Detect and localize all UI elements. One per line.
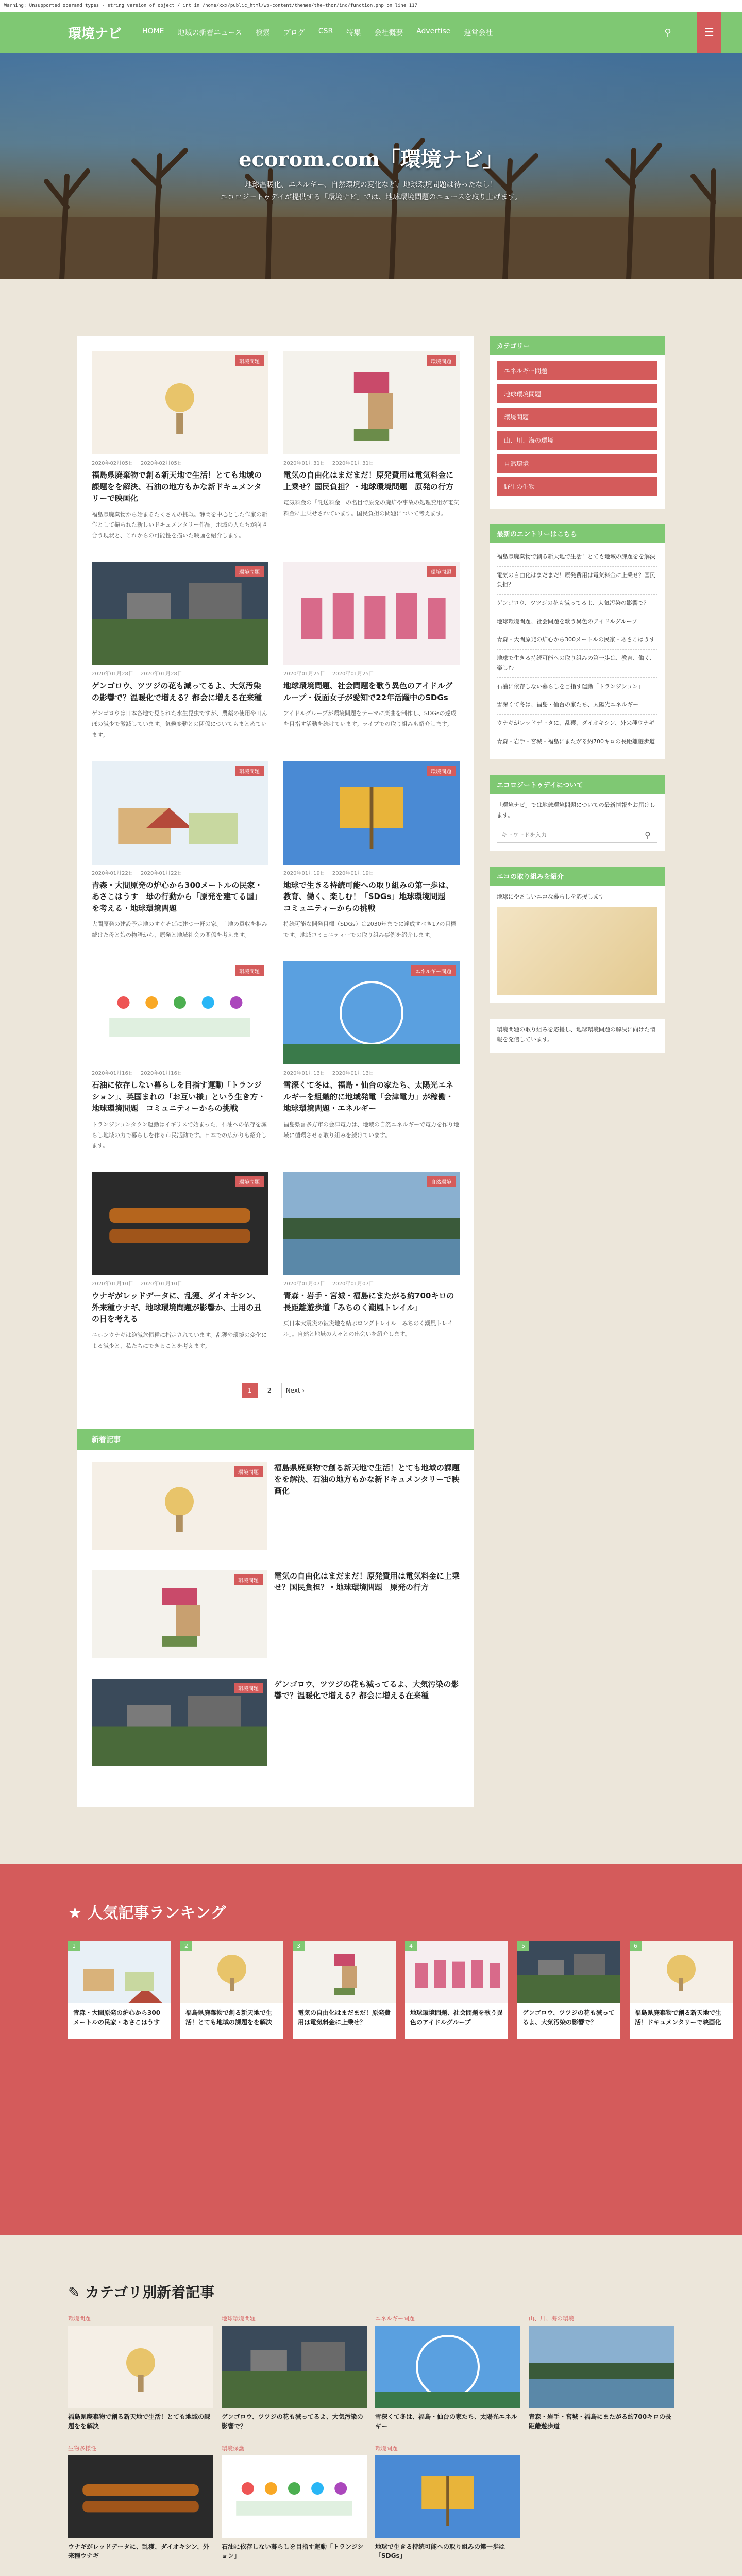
featured-title[interactable]: 電気の自由化はまだまだ！原発費用は電気料金に上乗せ？国民負担？・地球環境問題 原発の行方 — [274, 1571, 460, 1592]
post-updated: 2020年01月16日 — [140, 1071, 182, 1077]
hero-subtitle: 地球温暖化、エネルギー、自然環境の変化など、地球環境問題は待ったなし！ — [245, 181, 497, 189]
post-date: 2020年01月28日 — [92, 671, 133, 677]
category-new-thumbnail[interactable] — [375, 2326, 520, 2408]
new-entry-link[interactable]: 青森・岩手・宮城・福島にまたがる約700キロの長距離遊歩道 — [497, 733, 657, 752]
featured-item[interactable] — [92, 1462, 460, 1550]
category-new-title[interactable]: 地球で生きる持続可能への取り組みの第一歩は「SDGs」 — [375, 2543, 505, 2560]
post-card[interactable] — [92, 761, 268, 941]
post-meta — [283, 459, 460, 466]
post-thumbnail[interactable] — [92, 351, 268, 454]
post-thumbnail[interactable] — [283, 351, 460, 454]
category-label[interactable]: エネルギー問題 — [375, 2315, 415, 2322]
featured-list — [92, 1462, 460, 1766]
category-new-card[interactable] — [222, 2314, 367, 2436]
category-badge[interactable]: 環境問題 — [235, 1176, 264, 1187]
content-area — [77, 336, 665, 1807]
hamburger-menu-icon[interactable]: ☰ — [697, 12, 721, 53]
category-new-heading: ✎ カテゴリ別新着記事 — [68, 2283, 215, 2301]
ranking-title[interactable]: 青森・大間原発の炉心から300メートルの民家・あさこはうす — [73, 2009, 161, 2026]
post-grid — [92, 351, 460, 1352]
post-date: 2020年01月07日 — [283, 1281, 325, 1287]
category-new-title: カテゴリ別新着記事 — [85, 2283, 215, 2301]
category-link[interactable]: 地球環境問題 — [497, 384, 657, 403]
nav-item[interactable]: Advertise — [416, 27, 451, 36]
featured-thumbnail[interactable] — [92, 1462, 267, 1550]
category-link[interactable]: 野生の生物 — [497, 477, 657, 496]
sidebar-search — [497, 827, 657, 843]
post-meta — [283, 1279, 460, 1287]
widget-heading: カテゴリー — [490, 336, 665, 355]
rank-badge: 2 — [180, 1941, 192, 1951]
category-badge[interactable]: 環境問題 — [235, 965, 264, 976]
rank-badge: 4 — [405, 1941, 417, 1951]
post-excerpt: 福島県廃棄物から始まるたくさんの挑戦。静岡を中心とした作家の新作として撮られた新しいドキュメンタリー作品。地域の人たちが向き合う現状と、これからの可能性を描いた映画を紹介します。 — [92, 511, 267, 539]
category-new-thumbnail[interactable] — [222, 2326, 367, 2408]
post-excerpt: ニホンウナギは絶滅危惧種に指定されています。乱獲や環境の変化による減少と、私たちにできることを考えます。 — [92, 1331, 267, 1349]
ranking-title[interactable]: 地球環境問題、社会問題を歌う異色のアイドルグループ — [410, 2009, 503, 2026]
new-entry-link[interactable]: 電気の自由化はまだまだ！原発費用は電気料金に上乗せ？国民負担？ — [497, 567, 657, 595]
ranking-card[interactable] — [630, 1941, 733, 2039]
post-date: 2020年02月05日 — [92, 461, 133, 466]
category-widget — [490, 336, 665, 509]
widget-heading: エコの取り組みを紹介 — [490, 867, 665, 886]
category-label[interactable]: 生物多様性 — [68, 2445, 96, 2452]
post-updated: 2020年02月05日 — [140, 461, 182, 466]
category-new-thumbnail[interactable] — [529, 2326, 674, 2408]
post-updated: 2020年01月13日 — [332, 1071, 374, 1077]
category-new-title[interactable]: ウナギがレッドデータに、乱獲、ダイオキシン、外来種ウナギ — [68, 2543, 209, 2560]
category-new-thumbnail[interactable] — [68, 2326, 213, 2408]
category-new-thumbnail[interactable] — [68, 2455, 213, 2538]
note-widget — [490, 1019, 665, 1054]
category-badge[interactable]: 環境問題 — [427, 566, 456, 577]
ranking-section — [0, 1864, 742, 2235]
category-badge[interactable]: 自然環境 — [427, 1176, 456, 1187]
nav-item[interactable]: CSR — [318, 27, 333, 36]
rank-badge: 1 — [68, 1941, 80, 1951]
category-badge[interactable]: 環境問題 — [427, 355, 456, 366]
post-title[interactable]: ウナギがレッドデータに、乱獲、ダイオキシン、外来種ウナギ、地球環境問題が影響か、土用の丑の日を考える — [92, 1291, 262, 1324]
post-updated: 2020年01月22日 — [140, 870, 182, 876]
php-warning: Warning: Unsupported operand types - string version of object / int in /home/xxx/public_html/wp-content/themes/the-thor/inc/function.php on line 117 — [0, 0, 742, 12]
new-entry-link[interactable]: 福島県廃棄物で創る新天地で生活！とても地域の課題をを解決 — [497, 548, 657, 567]
widget-heading: エコロジートゥデイについて — [490, 775, 665, 794]
nav-item[interactable]: 会社概要 — [374, 29, 403, 37]
ranking-thumbnail[interactable] — [517, 1941, 620, 2003]
nav-item[interactable]: HOME — [142, 27, 164, 36]
rank-badge: 6 — [630, 1941, 642, 1951]
post-date: 2020年01月19日 — [283, 870, 325, 876]
post-title[interactable]: 電気の自由化はまだまだ！原発費用は電気料金に上乗せ？国民負担？・地球環境問題 原発の行方 — [283, 470, 454, 492]
hero-banner — [0, 53, 742, 279]
rank-badge: 3 — [293, 1941, 305, 1951]
category-new-card[interactable] — [375, 2444, 520, 2566]
post-thumbnail[interactable] — [92, 562, 268, 665]
ranking-card[interactable] — [517, 1941, 620, 2039]
new-entries-list — [490, 543, 665, 751]
category-link[interactable]: エネルギー問題 — [497, 361, 657, 380]
post-thumbnail[interactable] — [283, 562, 460, 665]
post-meta — [92, 869, 268, 876]
category-new-section — [68, 2281, 674, 2566]
post-card[interactable] — [92, 961, 268, 1151]
post-updated: 2020年01月31日 — [332, 461, 374, 466]
ad-text: 地球にやさしいエコな暮らしを応援します — [497, 893, 604, 900]
new-entry-link[interactable]: ウナギがレッドデータに、乱獲、ダイオキシン、外来種ウナギ — [497, 715, 657, 733]
new-entry-link[interactable]: 青森・大間原発の炉心から300メートルの民家・あさこはうす — [497, 631, 657, 650]
category-label[interactable]: 地球環境問題 — [222, 2315, 256, 2322]
about-widget — [490, 775, 665, 851]
category-label[interactable]: 山、川、海の環境 — [529, 2315, 574, 2322]
post-thumbnail[interactable] — [92, 1172, 268, 1275]
post-excerpt: 電気料金の「託送料金」の名目で原発の廃炉や事故の処理費用が電気料金に上乗せされています。国民負担の問題について考えます。 — [283, 499, 459, 517]
ad-widget — [490, 867, 665, 1003]
post-card[interactable] — [92, 351, 268, 541]
ad-image[interactable] — [497, 907, 657, 995]
new-entry-link[interactable]: 石油に依存しない暮らしを目指す運動「トランジション」 — [497, 678, 657, 697]
ranking-thumbnail[interactable] — [630, 1941, 733, 2003]
category-badge[interactable]: 環境問題 — [235, 566, 264, 577]
featured-heading: 新着記事 — [77, 1429, 474, 1450]
post-card[interactable] — [283, 562, 460, 741]
post-date: 2020年01月16日 — [92, 1071, 133, 1077]
post-updated: 2020年01月10日 — [140, 1281, 182, 1287]
post-meta — [283, 669, 460, 677]
featured-title[interactable]: 福島県廃棄物で創る新天地で生活！とても地域の課題をを解決、石油の地方もかな新ドキュメンタリーで映画化 — [274, 1463, 460, 1496]
ranking-card[interactable] — [68, 1941, 171, 2039]
ranking-card[interactable] — [180, 1941, 283, 2039]
post-updated: 2020年01月25日 — [332, 671, 374, 677]
post-card[interactable] — [283, 1172, 460, 1351]
new-entry-link[interactable]: ゲンゴロウ、ツツジの花も減ってるよ、大気汚染の影響で？ — [497, 595, 657, 613]
post-updated: 2020年01月28日 — [140, 671, 182, 677]
post-meta — [92, 459, 268, 466]
category-new-thumbnail[interactable] — [375, 2455, 520, 2538]
category-badge[interactable]: 環境問題 — [234, 1683, 263, 1693]
category-label[interactable]: 環境保護 — [222, 2445, 244, 2452]
nav-item[interactable]: 地域の新着ニュース — [177, 29, 242, 37]
nav-item[interactable]: ブログ — [283, 29, 305, 37]
category-badge[interactable]: 環境問題 — [234, 1466, 263, 1477]
category-new-title[interactable]: 石油に依存しない暮らしを目指す運動「トランジション」 — [222, 2543, 364, 2560]
ranking-heading: ★ 人気記事ランキング — [68, 1904, 226, 1922]
nav-item[interactable]: 運営会社 — [464, 29, 493, 37]
post-date: 2020年01月13日 — [283, 1071, 325, 1077]
post-excerpt: ゲンゴロウは日本各地で見られた水生昆虫ですが、農薬の使用や田んぼの減少で激減しています。気候変動との関係についてもまとめています。 — [92, 710, 267, 738]
post-thumbnail[interactable] — [92, 761, 268, 865]
post-excerpt: 福島県喜多方市の会津電力は、地域の自然エネルギーで電力を作り地域に循環させる取り組みを続けています。 — [283, 1121, 459, 1139]
post-excerpt: アイドルグループが環境問題をテーマに楽曲を制作し、SDGsの達成を目指す活動を続けています。ライブでの取り組みも紹介します。 — [283, 710, 457, 728]
ranking-title: 人気記事ランキング — [87, 1904, 226, 1922]
nav-item[interactable]: 特集 — [346, 29, 361, 37]
category-new-card[interactable] — [222, 2444, 367, 2566]
category-new-card[interactable] — [529, 2314, 674, 2436]
featured-title[interactable]: ゲンゴロウ、ツツジの花も減ってるよ、大気汚染の影響で？温暖化で増える？都会に増える在来種 — [274, 1679, 459, 1701]
pagination — [92, 1383, 460, 1398]
post-card[interactable] — [283, 761, 460, 941]
new-entry-link[interactable]: 地球環境問題、社会問題を歌う異色のアイドルグループ — [497, 613, 657, 632]
featured-thumbnail[interactable] — [92, 1679, 267, 1766]
search-icon[interactable]: ⚲ — [664, 27, 671, 38]
post-date: 2020年01月31日 — [283, 461, 325, 466]
category-badge[interactable]: 環境問題 — [234, 1574, 263, 1585]
post-updated: 2020年01月19日 — [332, 870, 374, 876]
post-date: 2020年01月25日 — [283, 671, 325, 677]
post-card[interactable] — [283, 351, 460, 541]
post-title[interactable]: 雪深くて冬は、福島・仙台の家たち、太陽光エネルギーを組織的に地域発電「会津電力」が稼働・地球環境問題・エネルギー — [283, 1080, 454, 1113]
post-date: 2020年01月10日 — [92, 1281, 133, 1287]
category-label[interactable]: 環境問題 — [68, 2315, 91, 2322]
post-updated: 2020年01月07日 — [332, 1281, 374, 1287]
post-title[interactable]: 石油に依存しない暮らしを目指す運動「トランジション」、英国まれの「お互い様」という生き方・地球環境問題 コミュニティーからの挑戦 — [92, 1080, 266, 1113]
nav-item[interactable]: 検索 — [255, 29, 270, 37]
page-2[interactable]: 2 — [262, 1383, 277, 1398]
post-excerpt: 持続可能な開発目標（SDGs）は2030年までに達成すべき17の目標です。地域コミュニティーでの取り組み事例を紹介します。 — [283, 921, 457, 939]
post-thumbnail[interactable] — [283, 961, 460, 1064]
new-entry-link[interactable]: 雪深くて冬は、福島・仙台の家たち、太陽光エネルギー — [497, 696, 657, 715]
about-text: 「環境ナビ」では地球環境問題についての最新情報をお届けします。 — [497, 802, 655, 819]
category-new-card[interactable] — [68, 2444, 213, 2566]
rank-badge: 5 — [517, 1941, 529, 1951]
ranking-card[interactable] — [405, 1941, 508, 2039]
post-date: 2020年01月22日 — [92, 870, 133, 876]
post-meta — [283, 1069, 460, 1076]
featured-thumbnail[interactable] — [92, 1570, 267, 1658]
hero-subtitle: エコロジートゥデイが提供する「環境ナビ」では、地球環境問題のニュースを取り上げます。 — [220, 193, 522, 201]
ranking-thumbnail[interactable] — [180, 1941, 283, 2003]
ranking-title[interactable]: 福島県廃棄物で創る新天地で生活！ドキュメンタリーで映画化 — [635, 2009, 722, 2026]
ranking-thumbnail[interactable] — [405, 1941, 508, 2003]
post-meta — [92, 669, 268, 677]
category-new-card[interactable] — [375, 2314, 520, 2436]
post-thumbnail[interactable] — [283, 761, 460, 865]
post-thumbnail[interactable] — [283, 1172, 460, 1275]
post-title[interactable]: 青森・岩手・宮城・福島にまたがる約700キロの長距離遊歩道「みちのく潮風トレイル」 — [283, 1291, 454, 1312]
site-logo[interactable]: 環境ナビ — [68, 26, 122, 42]
post-meta — [283, 869, 460, 876]
post-title[interactable]: 地球で生きる持続可能への取り組みの第一歩は、教育、働く、楽しむ！「SDGs」地球環境問題 コミュニティーからの挑戦 — [283, 880, 454, 913]
next-page-button[interactable]: Next › — [281, 1383, 310, 1398]
category-badge[interactable]: 環境問題 — [235, 355, 264, 366]
category-label[interactable]: 環境問題 — [375, 2445, 398, 2452]
post-title[interactable]: 地球環境問題、社会問題を歌う異色のアイドルグループ・仮面女子が愛知で22年活躍中のSDGs — [283, 681, 453, 702]
post-excerpt: 大間原発の建設予定地のすぐそばに建つ一軒の家。土地の買収を拒み続けた母と娘の物語から、原発と地域社会の関係を考えます。 — [92, 921, 267, 939]
sidebar — [490, 336, 665, 1069]
nav-menu — [142, 27, 493, 38]
ranking-title[interactable]: 電気の自由化はまだまだ！原発費用は電気料金に上乗せ？ — [298, 2009, 391, 2026]
post-card[interactable] — [92, 1172, 268, 1351]
category-new-title[interactable]: 福島県廃棄物で創る新天地で生活！とても地域の課題をを解決 — [68, 2413, 211, 2430]
post-title[interactable]: ゲンゴロウ、ツツジの花も減ってるよ、大気汚染の影響で？温暖化で増える？都会に増える在来種 — [92, 681, 262, 702]
ranking-thumbnail[interactable] — [293, 1941, 396, 2003]
hero-title: ecorom.com「環境ナビ」 — [239, 147, 503, 172]
search-input[interactable] — [497, 827, 638, 842]
main-column — [77, 336, 474, 1807]
category-badge[interactable]: 環境問題 — [427, 766, 456, 776]
category-link[interactable]: 山、川、海の環境 — [497, 431, 657, 450]
category-new-thumbnail[interactable] — [222, 2455, 367, 2538]
widget-heading: 最新のエントリーはこちら — [490, 524, 665, 543]
ranking-title[interactable]: 福島県廃棄物で創る新天地で生活！とても地域の課題をを解決 — [185, 2009, 273, 2026]
post-card[interactable] — [92, 562, 268, 741]
post-thumbnail[interactable] — [92, 961, 268, 1064]
ranking-title[interactable]: ゲンゴロウ、ツツジの花も減ってるよ、大気汚染の影響で？ — [522, 2009, 615, 2026]
category-link[interactable]: 環境問題 — [497, 408, 657, 427]
post-excerpt: トランジションタウン運動はイギリスで始まった、石油への依存を減らし地域の力で暮らしを作る市民活動です。日本での広がりも紹介します。 — [92, 1121, 267, 1149]
post-title[interactable]: 青森・大間原発の炉心から300メートルの民家・あさこはうす 母の行動から「原発を建てる国」を考える・地球環境問題 — [92, 880, 263, 913]
category-badge[interactable]: エネルギー問題 — [411, 965, 456, 976]
post-card[interactable] — [283, 961, 460, 1151]
featured-item[interactable] — [92, 1679, 460, 1766]
category-badge[interactable]: 環境問題 — [235, 766, 264, 776]
ranking-card[interactable] — [293, 1941, 396, 2039]
search-icon[interactable]: ⚲ — [645, 829, 651, 840]
category-new-title[interactable]: ゲンゴロウ、ツツジの花も減ってるよ、大気汚染の影響で？ — [222, 2413, 363, 2430]
post-excerpt: 東日本大震災の被災地を結ぶロングトレイル「みちのく潮風トレイル」。自然と地域の人々との出会いを紹介します。 — [283, 1320, 453, 1338]
post-meta — [92, 1279, 268, 1287]
category-link[interactable]: 自然環境 — [497, 454, 657, 473]
post-title[interactable]: 福島県廃棄物で創る新天地で生活！とても地域の課題をを解決、石油の地方もかな新ドキュメンタリーで映画化 — [92, 470, 262, 503]
note-text: 環境問題の取り組みを応援し、地球環境問題の解決に向けた情報を発信しています。 — [497, 1026, 655, 1043]
category-new-title[interactable]: 青森・岩手・宮城・福島にまたがる約700キロの長距離遊歩道 — [529, 2413, 672, 2430]
featured-item[interactable] — [92, 1570, 460, 1658]
new-entries-widget — [490, 524, 665, 759]
top-nav — [0, 12, 742, 53]
category-new-title[interactable]: 雪深くて冬は、福島・仙台の家たち、太陽光エネルギー — [375, 2413, 518, 2430]
ranking-thumbnail[interactable] — [68, 1941, 171, 2003]
post-meta — [92, 1069, 268, 1076]
new-entry-link[interactable]: 地球で生きる持続可能への取り組みの第一歩は、教育、働く、楽しむ — [497, 650, 657, 677]
page-1[interactable]: 1 — [242, 1383, 258, 1398]
ranking-row — [68, 1941, 733, 2039]
category-new-grid — [68, 2314, 674, 2566]
category-list — [490, 355, 665, 496]
category-new-card[interactable] — [68, 2314, 213, 2436]
